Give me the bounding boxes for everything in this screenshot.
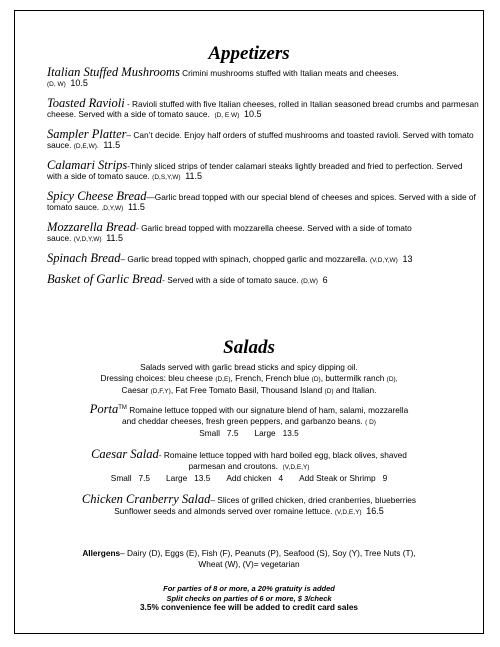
list-item [47,191,479,214]
footer-notes [35,584,463,613]
convenience-fee-note: 3.5% convenience fee will be added to credit card sales [139,602,359,612]
item-name: Sampler Platter [47,127,127,141]
dressing-text: and Italian. [333,385,377,395]
salad-item-chicken-cranberry [35,494,463,518]
size-prices [35,428,463,439]
allergen-text: Wheat (W), (V)= vegetarian [198,559,300,569]
allergen-tags: (D,S,Y,W) [152,174,181,181]
item-description: – Can’t decide. Enjoy half orders of stuffed mushrooms and toasted ravioli. Served with tomato sauce. [47,130,474,150]
allergen-tags: (V,D,E,Y) [282,464,310,471]
addon-label: Add chicken [226,473,272,483]
item-price: 16.5 [366,506,384,516]
item-description: parmesan and croutons. [188,461,278,471]
item-description: -Thinly sliced strips of tender calamari steaks lightly breaded and fried to perfection. Served with a side of tomato sauce. [47,161,463,181]
allergen-tags: (D,W) [300,278,318,285]
item-name: Spinach Bread [47,251,121,265]
item-description: and cheddar cheeses, fresh green peppers, and garbanzo beans. [122,415,363,426]
item-description: – Slices of grilled chicken, dried cranberries, blueberries [210,495,417,505]
menu-page [14,10,484,634]
allergen-tags: (D, E W) [214,112,240,119]
dressing-line [35,385,463,397]
item-price: 11.5 [185,171,203,181]
allergen-tags: (D, W) [47,81,66,88]
item-name: Toasted Ravioli [47,96,125,110]
item-price: 11.5 [103,140,121,150]
item-price: 13.5 [194,473,211,483]
dressing-text: Dressing choices: bleu cheese [100,373,216,383]
allergen-label: Allergens [82,548,121,558]
item-description: —Garlic bread topped with our special blend of cheeses and spices. Served with a side of tomato sauce. [47,192,476,212]
allergen-tags: (D,E) [215,376,231,383]
addon-label: Add Steak or Shrimp [299,473,376,483]
size-prices [35,473,463,484]
item-name: Italian Stuffed Mushrooms [47,65,180,79]
appetizers-list [47,67,479,295]
allergen-tags: ,D,Y,W) [101,205,124,212]
salad-item-porta [35,403,463,439]
item-name: Porta [89,401,119,416]
size-label: Small [199,427,220,438]
allergen-tags: (V,D,Y,W) [370,257,398,264]
item-description: - Garlic bread topped with mozzarella cheese. Served with a side of tomato sauce. [47,223,412,243]
list-item [47,253,479,266]
list-item [47,67,479,90]
trademark-mark: TM [118,405,127,411]
salad-item-caesar [35,449,463,484]
dressing-line [35,373,463,385]
item-name: Mozzarella Bread [47,220,136,234]
item-name: Spicy Cheese Bread [47,189,147,203]
item-description: Romaine lettuce topped with our signature blend of ham, salami, mozzarella [126,404,409,415]
allergen-tags: (V,D,E,Y) [334,509,362,516]
gratuity-note: For parties of 8 or more, a 20% gratuity is added [163,584,335,593]
list-item [47,222,479,245]
addon-price: 9 [382,473,388,483]
dressing-text: Caesar [121,385,151,395]
item-price: 13 [402,254,413,264]
item-name: Basket of Garlic Bread [47,272,163,286]
item-description: Crimini mushrooms stuffed with Italian meats and cheeses. [179,68,399,78]
item-price: 6 [322,275,328,285]
size-label: Small [110,473,132,483]
size-label: Large [166,473,188,483]
item-price: 11.5 [127,202,145,212]
allergen-tags: (D), [386,376,398,383]
item-price: 7.5 [226,427,239,438]
item-description: - Ravioli stuffed with five Italian cheeses, rolled in Italian seasoned bread crumbs and parmesan cheese. Served with a side of tomato sauce. [47,99,479,119]
dressing-text: , Fat Free Tomato Basil, Thousand Island [170,385,325,395]
allergen-tags: (D) [324,388,334,395]
item-price: 10.5 [243,109,262,119]
salads-intro [35,362,463,397]
split-check-note: Split checks on parties of 6 or more, $ 3/check [166,593,332,603]
item-name: Chicken Cranberry Salad [81,492,211,506]
salads-title: Salads [223,337,275,358]
list-item [47,274,479,287]
list-item [47,129,479,152]
appetizers-title: Appetizers [208,43,290,64]
item-price: 11.5 [106,233,124,243]
item-description: - Served with a side of tomato sauce. [162,275,299,285]
item-description: Sunflower seeds and almonds served over romaine lettuce. [114,506,333,516]
addon-price: 4 [278,473,284,483]
item-description: - Romaine lettuce topped with hard boiled egg, black olives, shaved [158,450,407,460]
intro-line: Salads served with garlic bread sticks and spicy dipping oil. [140,362,358,372]
allergen-tags: (D) [311,376,321,383]
item-description: – Garlic bread topped with spinach, chopped garlic and mozzarella. [120,254,368,264]
allergen-tags: ( D) [365,418,376,426]
dressing-text: , buttermilk ranch [320,373,387,383]
allergen-tags: (D,F,Y) [150,388,171,395]
allergen-text: – Dairy (D), Eggs (E), Fish (F), Peanuts (P), Seafood (S), Soy (Y), Tree Nuts (T), [120,548,416,558]
list-item [47,160,479,183]
list-item [47,98,479,121]
item-price: 13.5 [282,427,299,438]
item-price: 10.5 [70,78,88,88]
allergen-legend [35,548,463,570]
size-label: Large [254,427,276,438]
dressing-text: , French, French blue [230,373,312,383]
allergen-tags: (D,E,W). [73,143,99,150]
item-name: Caesar Salad [91,447,159,461]
item-price: 7.5 [138,473,151,483]
item-name: Calamari Strips [47,158,128,172]
allergen-tags: (V,D,Y,W) [73,236,102,243]
